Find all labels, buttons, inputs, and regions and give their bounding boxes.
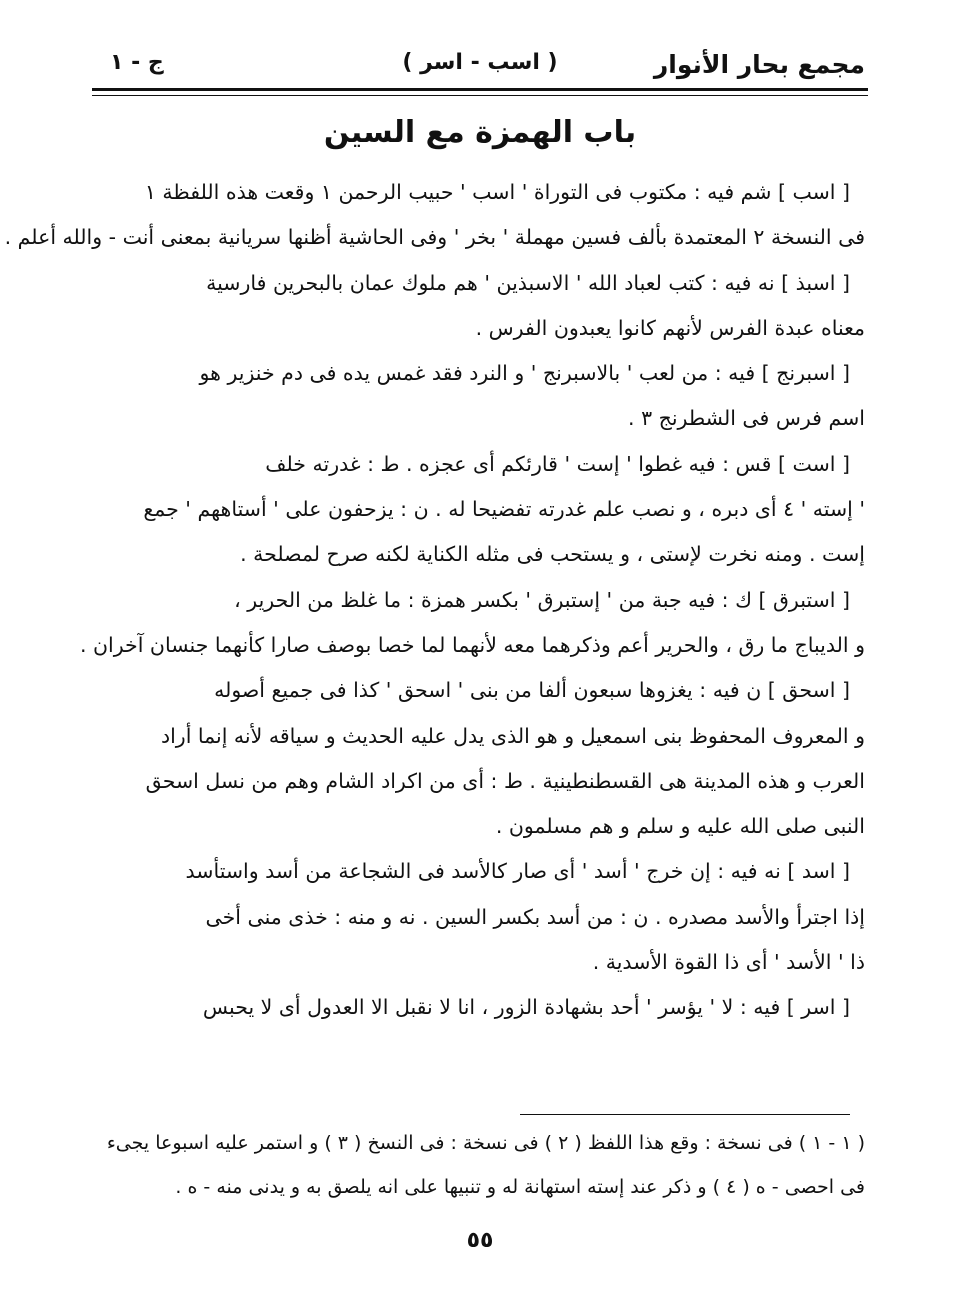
header-rule-thick bbox=[92, 88, 868, 91]
text-line: [ اسبذ ] نه فيه : كتب لعباد الله ' الاسبذين ' هم ملوك عمان بالبحرين فارسية bbox=[206, 270, 850, 295]
chapter-title: باب الهمزة مع السين bbox=[323, 115, 637, 150]
body-text bbox=[4, 170, 865, 1031]
text-line: و الديباج ما رق ، والحرير أعم وذكرهما معه لأنهما لما خصا بوصف صارا كأنهما جنسان آخران . bbox=[79, 632, 865, 657]
text-line: اسم فرس فى الشطرنج ٣ . bbox=[628, 406, 865, 431]
text-line: النبى صلى الله عليه و سلم و هم مسلمون . bbox=[495, 814, 865, 839]
text-line: فى النسخة ٢ المعتمدة بألف فسين مهملة ' بخر ' وفى الحاشية أظنها سريانية بمعنى أنت - والله أعلم . bbox=[4, 225, 865, 250]
text-line: معناه عبدة الفرس لأنهم كانوا يعبدون الفرس . bbox=[475, 315, 865, 340]
book-title: مجمع بحار الأنوار bbox=[653, 50, 865, 79]
text-line: [ اسبرنج ] فيه : من لعب ' بالاسبرنج ' و النرد فقد غمس يده فى دم خنزير هو bbox=[199, 361, 850, 386]
entry-range: ( اسب - اسر ) bbox=[402, 50, 558, 75]
text-line: إست . ومنه نخرت لإستى ، و يستحب فى مثله الكناية لكنه صرح لمصلحة . bbox=[240, 542, 865, 567]
text-line: العرب و هذه المدينة هى القسطنطينية . ط : أى من اكراد الشام وهم من نسل اسحق bbox=[145, 768, 865, 793]
footnote-line: ( ١ - ١ ) فى نسخة : وقع هذا اللفظ ( ٢ ) فى نسخة : فى النسخ ( ٣ ) و استمر عليه اسبوعا يجىء bbox=[106, 1132, 865, 1154]
text-line: ذا ' الأسد ' أى ذا القوة الأسدية . bbox=[592, 950, 865, 975]
text-line: [ اسحق ] ن فيه : يغزوها سبعون ألفا من بنى ' اسحق ' كذا فى جميع أصوله bbox=[214, 678, 850, 703]
text-line: [ استبرق ] ك : فيه جبة من ' إستبرق ' بكسر همزة : ما غلظ من الحرير ، bbox=[234, 587, 850, 612]
footnote-separator bbox=[520, 1114, 850, 1115]
running-header bbox=[95, 50, 865, 90]
text-line: [ اسب ] شم فيه : مكتوب فى التوراة ' اسب ' حبيب الرحمن ١ وقعت هذه اللفظة ١ bbox=[144, 180, 850, 204]
page-number: ٥٥ bbox=[466, 1228, 494, 1253]
header-rule-thin bbox=[92, 95, 868, 96]
volume-label: ج - ١ bbox=[110, 50, 164, 75]
text-line: و المعروف المحفوظ بنى اسمعيل و هو الذى يدل عليه الحديث و سياقه لأنه إنما أراد bbox=[160, 723, 865, 748]
text-line: ' إسته ' ٤ أى دبره ، و نصب علم غدرته تفضيحا له . ن : يزحفون على ' أستاههم ' جمع bbox=[143, 497, 865, 522]
footnote-line: فى احصى - ه ( ٤ ) و ذكر عند إسته استهانة له و تنبيها على انه يلصق به و يدنى منه - ه . bbox=[175, 1176, 865, 1198]
text-line: [ اسد ] نه فيه : إن خرج ' أسد ' أى صار كالأسد فى الشجاعة من أسد واستأسد bbox=[185, 859, 850, 884]
footnotes bbox=[100, 1122, 865, 1210]
text-line: [ اسر ] فيه : لا ' يؤسر ' أحد بشهادة الزور ، انا لا نقبل الا العدول أى لا يحبس bbox=[202, 995, 850, 1020]
text-line: إذا اجترأ والأسد مصدره . ن : من أسد بكسر السين . نه و منه : خذى منى أخى bbox=[205, 904, 865, 929]
text-line: [ است ] قس : فيه غطوا ' إست ' قارئكم أى عجزه . ط : غدرته خلف bbox=[265, 451, 850, 476]
